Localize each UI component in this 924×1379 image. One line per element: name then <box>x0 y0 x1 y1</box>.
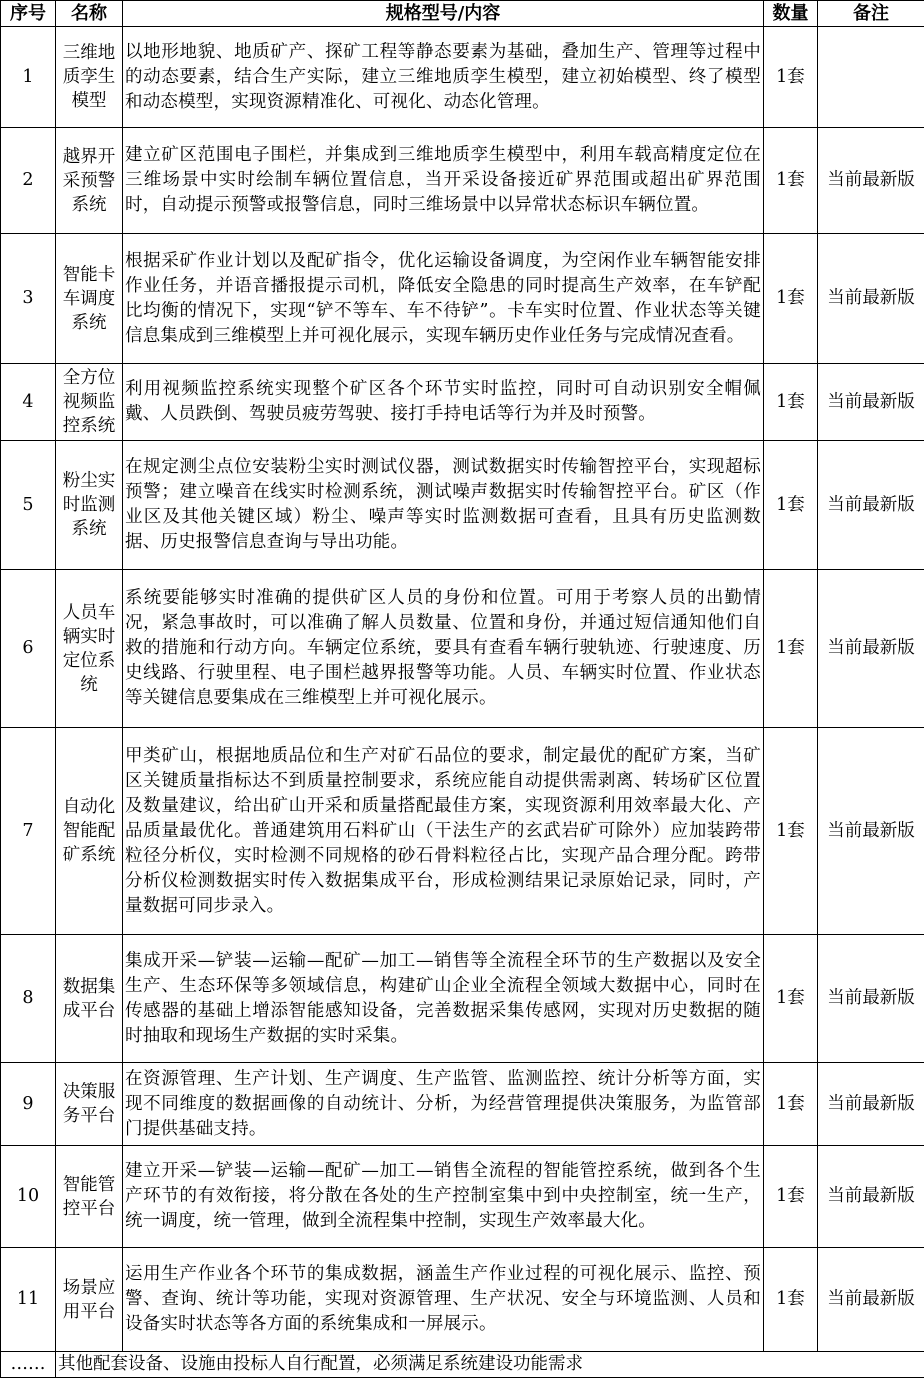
row-no: 1 <box>1 27 56 128</box>
row-name: 智能管控平台 <box>56 1146 123 1248</box>
header-qty: 数量 <box>764 1 818 27</box>
row-note: 当前最新版 <box>818 728 924 935</box>
row-note <box>818 27 924 128</box>
table-row <box>1 570 924 728</box>
table-row <box>1 728 924 935</box>
row-name: 粉尘实时监测系统 <box>56 441 123 570</box>
row-no: 2 <box>1 128 56 234</box>
row-name: 人员车辆实时定位系统 <box>56 570 123 728</box>
row-name: 数据集成平台 <box>56 935 123 1063</box>
header-content: 规格型号/内容 <box>123 1 764 27</box>
row-content: 在规定测尘点位安装粉尘实时测试仪器，测试数据实时传输智控平台，实现超标预警；建立噪音在线实时检测系统，测试噪声数据实时传输智控平台。矿区（作业区及其他关键区域）粉尘、噪声等实时监测数据可查看，且具有历史监测数据、历史报警信息查询与导出功能。 <box>123 441 764 570</box>
table-row <box>1 1063 924 1146</box>
row-qty: 1套 <box>764 1146 818 1248</box>
row-qty: 1套 <box>764 570 818 728</box>
table-row <box>1 128 924 234</box>
row-content: 根据采矿作业计划以及配矿指令，优化运输设备调度，为空闲作业车辆智能安排作业任务，并语音播报提示司机，降低安全隐患的同时提高生产效率，在车铲配比均衡的情况下，实现“铲不等车、车不待铲”。卡车实时位置、作业状态等关键信息集成到三维模型上并可视化展示，实现车辆历史作业任务与完成情况查看。 <box>123 234 764 364</box>
row-no: 7 <box>1 728 56 935</box>
row-note: 当前最新版 <box>818 441 924 570</box>
row-name: 决策服务平台 <box>56 1063 123 1146</box>
table-row <box>1 234 924 364</box>
row-name: 越界开采预警系统 <box>56 128 123 234</box>
header-no: 序号 <box>1 1 56 27</box>
row-no: 4 <box>1 364 56 441</box>
row-name: 三维地质孪生模型 <box>56 27 123 128</box>
row-content: 建立开采—铲装—运输—配矿—加工—销售全流程的智能管控系统，做到各个生产环节的有效衔接，将分散在各处的生产控制室集中到中央控制室，统一生产，统一调度，统一管理，做到全流程集中控制，实现生产效率最大化。 <box>123 1146 764 1248</box>
row-qty: 1套 <box>764 234 818 364</box>
row-name: 全方位视频监控系统 <box>56 364 123 441</box>
row-content: 建立矿区范围电子围栏，并集成到三维地质孪生模型中，利用车载高精度定位在三维场景中实时绘制车辆位置信息，当开采设备接近矿界范围或超出矿界范围时，自动提示预警或报警信息，同时三维场景中以异常状态标识车辆位置。 <box>123 128 764 234</box>
row-qty: 1套 <box>764 728 818 935</box>
row-qty: 1套 <box>764 935 818 1063</box>
row-note: 当前最新版 <box>818 570 924 728</box>
table-row <box>1 1248 924 1352</box>
header-row <box>1 1 924 27</box>
row-no: 11 <box>1 1248 56 1352</box>
row-qty: 1套 <box>764 364 818 441</box>
row-note: 当前最新版 <box>818 364 924 441</box>
table-row <box>1 27 924 128</box>
row-no: 6 <box>1 570 56 728</box>
row-qty: 1套 <box>764 1063 818 1146</box>
row-qty: 1套 <box>764 128 818 234</box>
header-name: 名称 <box>56 1 123 27</box>
row-no: 10 <box>1 1146 56 1248</box>
table-row <box>1 441 924 570</box>
table-row <box>1 1146 924 1248</box>
row-note: 当前最新版 <box>818 1248 924 1352</box>
table-row <box>1 364 924 441</box>
footer-row <box>1 1352 924 1378</box>
row-no: 8 <box>1 935 56 1063</box>
header-note: 备注 <box>818 1 924 27</box>
row-qty: 1套 <box>764 441 818 570</box>
row-note: 当前最新版 <box>818 1146 924 1248</box>
row-name: 自动化智能配矿系统 <box>56 728 123 935</box>
row-name: 场景应用平台 <box>56 1248 123 1352</box>
row-content: 集成开采—铲装—运输—配矿—加工—销售等全流程全环节的生产数据以及安全生产、生态环保等多领域信息，构建矿山企业全流程全领域大数据中心，同时在传感器的基础上增添智能感知设备，完善数据采集传感网，实现对历史数据的随时抽取和现场生产数据的实时采集。 <box>123 935 764 1063</box>
row-name: 智能卡车调度系统 <box>56 234 123 364</box>
row-no: 5 <box>1 441 56 570</box>
row-qty: 1套 <box>764 1248 818 1352</box>
row-qty: 1套 <box>764 27 818 128</box>
row-content: 运用生产作业各个环节的集成数据，涵盖生产作业过程的可视化展示、监控、预警、查询、统计等功能，实现对资源管理、生产状况、安全与环境监测、人员和设备实时状态等各方面的系统集成和一屏展示。 <box>123 1248 764 1352</box>
row-content: 甲类矿山，根据地质品位和生产对矿石品位的要求，制定最优的配矿方案，当矿区关键质量指标达不到质量控制要求，系统应能自动提供需剥离、转场矿区位置及数量建议，给出矿山开采和质量搭配最佳方案，实现资源利用效率最大化、产品质量最优化。普通建筑用石料矿山（干法生产的玄武岩矿可除外）应加装跨带粒径分析仪，实时检测不同规格的砂石骨料粒径占比，实现产品合理分配。跨带分析仪检测数据实时传入数据集成平台，形成检测结果记录原始记录，同时，产量数据可同步录入。 <box>123 728 764 935</box>
row-content: 系统要能够实时准确的提供矿区人员的身份和位置。可用于考察人员的出勤情况，紧急事故时，可以准确了解人员数量、位置和身份，并通过短信通知他们自救的措施和行动方向。车辆定位系统，要具有查看车辆行驶轨迹、行驶速度、历史线路、行驶里程、电子围栏越界报警等功能。人员、车辆实时位置、作业状态等关键信息要集成在三维模型上并可视化展示。 <box>123 570 764 728</box>
row-note: 当前最新版 <box>818 935 924 1063</box>
footer-ellipsis: …… <box>1 1352 56 1378</box>
row-note: 当前最新版 <box>818 128 924 234</box>
row-no: 3 <box>1 234 56 364</box>
row-content: 在资源管理、生产计划、生产调度、生产监管、监测监控、统计分析等方面，实现不同维度的数据画像的自动统计、分析，为经营管理提供决策服务，为监管部门提供基础支持。 <box>123 1063 764 1146</box>
row-content: 以地形地貌、地质矿产、探矿工程等静态要素为基础，叠加生产、管理等过程中的动态要素，结合生产实际，建立三维地质孪生模型，建立初始模型、终了模型和动态模型，实现资源精准化、可视化、动态化管理。 <box>123 27 764 128</box>
table-row <box>1 935 924 1063</box>
row-note: 当前最新版 <box>818 234 924 364</box>
row-note: 当前最新版 <box>818 1063 924 1146</box>
row-no: 9 <box>1 1063 56 1146</box>
footer-note: 其他配套设备、设施由投标人自行配置，必须满足系统建设功能需求 <box>56 1352 924 1378</box>
row-content: 利用视频监控系统实现整个矿区各个环节实时监控，同时可自动识别安全帽佩戴、人员跌倒、驾驶员疲劳驾驶、接打手持电话等行为并及时预警。 <box>123 364 764 441</box>
